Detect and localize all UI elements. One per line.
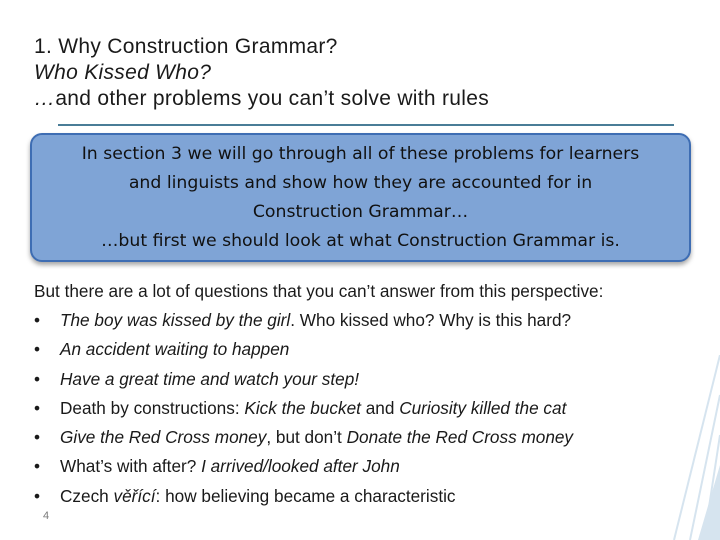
bullet-icon: • bbox=[34, 368, 41, 389]
callout-line-4: …but first we should look at what Construction Grammar is. bbox=[101, 230, 620, 251]
callout-line-2: and linguists and show how they are accounted for in bbox=[128, 172, 593, 193]
bullet-icon: • bbox=[34, 339, 41, 360]
title-subtitle: Who Kissed Who? bbox=[34, 61, 212, 84]
title-heading: 1. Why Construction Grammar? bbox=[34, 35, 338, 58]
list-item: • An accident waiting to happen bbox=[34, 335, 718, 364]
list-item: • The boy was kissed by the girl. Who kissed who? Why is this hard? bbox=[34, 306, 718, 335]
callout-line-1: In section 3 we will go through all of these problems for learners bbox=[81, 143, 640, 164]
callout-line-3: Construction Grammar… bbox=[252, 201, 469, 222]
bullet-icon: • bbox=[34, 485, 41, 506]
decorative-edge-stripes bbox=[668, 355, 720, 540]
list-item: • Czech věřící: how believing became a characteristic bbox=[34, 482, 718, 511]
body-intro: But there are a lot of questions that you can’t answer from this perspective: bbox=[34, 281, 604, 301]
tagline-text: and other problems you can’t solve with rules bbox=[55, 87, 490, 110]
list-item: • Have a great time and watch your step! bbox=[34, 365, 718, 394]
bullet-icon: • bbox=[34, 310, 41, 330]
bullet-icon: • bbox=[34, 427, 41, 448]
title-divider bbox=[58, 124, 674, 126]
tagline-ellipsis: … bbox=[34, 87, 56, 110]
slide-body bbox=[34, 277, 718, 511]
bullet-icon: • bbox=[34, 456, 41, 477]
bullet-list bbox=[34, 306, 718, 511]
bullet-icon: • bbox=[34, 397, 41, 418]
list-item: • Death by constructions: Kick the bucket and Curiosity killed the cat bbox=[34, 394, 718, 423]
page-number: 4 bbox=[43, 510, 50, 522]
list-item: • Give the Red Cross money, but don’t Donate the Red Cross money bbox=[34, 423, 718, 452]
callout-box bbox=[30, 133, 691, 262]
title-tagline bbox=[34, 86, 684, 112]
list-item: • What’s with after? I arrived/looked after John bbox=[34, 452, 718, 481]
slide-title bbox=[34, 34, 684, 112]
